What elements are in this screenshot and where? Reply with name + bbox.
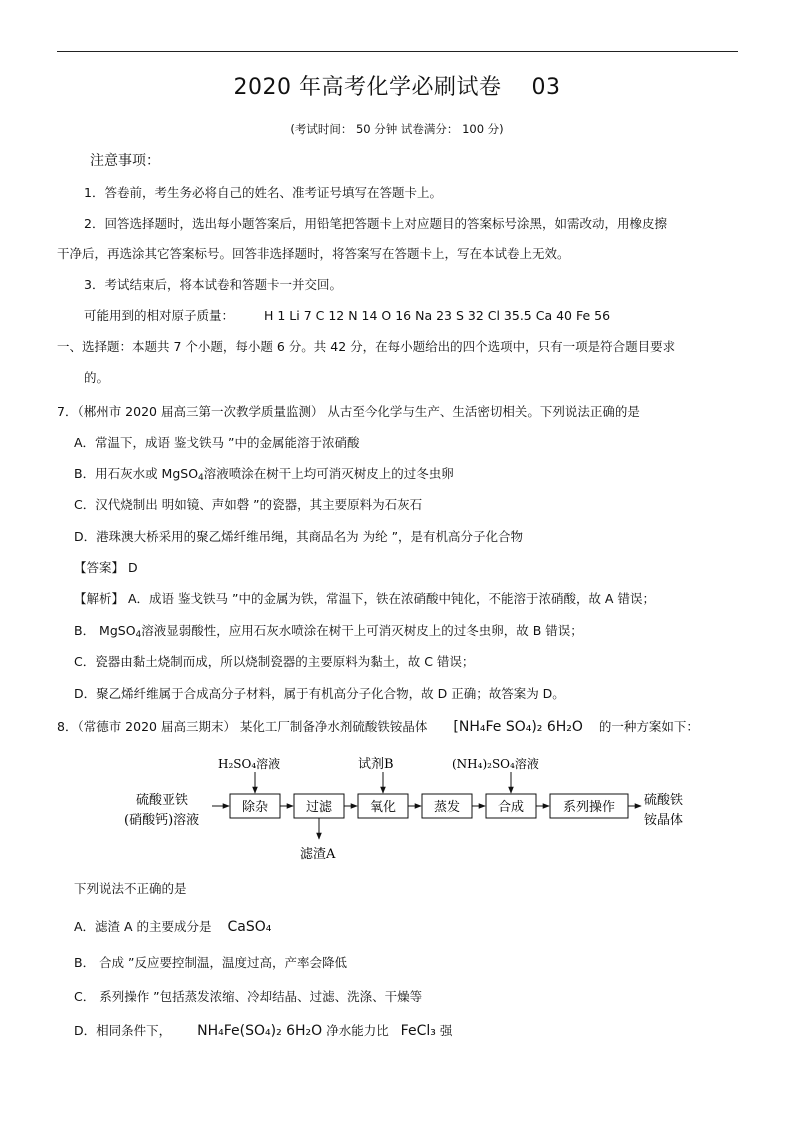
title-text: 2020 年高考化学必刷试卷 xyxy=(233,75,502,100)
q7-explanation-a: 【解析】 A．成语 鉴戈铁马 ”中的金属为铁，常温下，铁在浓硝酸中钝化，不能溶于浓硝酸，故 A 错误； xyxy=(74,591,655,606)
process-flow-diagram xyxy=(120,748,700,868)
flow-reagent-3: (NH₄)₂SO₄溶液 xyxy=(452,757,539,771)
q7-explanation-b: B． MgSO4溶液显弱酸性，应用石灰水喷涂在树干上可消灭树皮上的过冬虫卵，故 B 错误； xyxy=(74,623,583,640)
flow-end-line-1: 硫酸铁 xyxy=(644,793,684,808)
flow-step-4: 蒸发 xyxy=(433,800,461,815)
section-1-heading: 一、选择题：本题共 7 个小题，每小题 6 分。共 42 分，在每小题给出的四个选项中，只有一项是符合题目要求 xyxy=(57,339,676,354)
q8-option-a: A．滤渣 A 的主要成分是 CaSO₄ xyxy=(74,919,272,935)
q8-option-c: C． 系列操作 ”包括蒸发浓缩、冷却结晶、过滤、洗涤、干燥等 xyxy=(74,989,423,1004)
flow-start-line-2: (硝酸钙)溶液 xyxy=(124,813,200,828)
flow-reagent-1: H₂SO₄溶液 xyxy=(218,757,281,771)
notice-item-1: 1．答卷前，考生务必将自己的姓名、准考证号填写在答题卡上。 xyxy=(84,185,442,200)
q8-option-d: D．相同条件下， NH₄Fe(SO₄)₂ 6H₂O 净水能力比 FeCl₃ 强 xyxy=(74,1023,453,1039)
q8-stem: 8．（常德市 2020 届高三期末） 某化工厂制备净水剂硫酸铁铵晶体 [NH₄Fe SO₄)₂ 6H₂O 的一种方案如下： xyxy=(57,719,699,735)
q7-option-a: A．常温下，成语 鉴戈铁马 ”中的金属能溶于浓硝酸 xyxy=(74,435,360,450)
notice-item-3: 3．考试结束后，将本试卷和答题卡一并交回。 xyxy=(84,277,342,292)
flow-step-3: 氧化 xyxy=(369,800,397,815)
atomic-mass-values: H 1 Li 7 C 12 N 14 O 16 Na 23 S 32 Cl 35.5 Ca 40 Fe 56 xyxy=(263,308,611,323)
q7-option-b: B．用石灰水或 MgSO4溶液喷涂在树干上均可消灭树皮上的过冬虫卵 xyxy=(74,466,454,483)
q8-formula: [NH₄Fe SO₄)₂ 6H₂O xyxy=(453,719,583,735)
q7-explanation-d: D．聚乙烯纤维属于合成高分子材料，属于有机高分子化合物，故 D 正确；故答案为 D。 xyxy=(74,686,565,701)
flow-residue: 滤渣A xyxy=(300,847,336,862)
flow-step-2: 过滤 xyxy=(305,800,333,815)
flow-start-line-1: 硫酸亚铁 xyxy=(136,793,189,808)
q7-option-c: C．汉代烧制出 明如镜、声如磬 ”的瓷器，其主要原料为石灰石 xyxy=(74,497,423,512)
atomic-masses-row xyxy=(84,306,610,324)
top-rule xyxy=(57,51,738,52)
q7-answer: 【答案】 D xyxy=(74,560,138,575)
section-1-heading-cont: 的。 xyxy=(84,370,110,385)
q8-question: 下列说法不正确的是 xyxy=(74,881,187,896)
q7-explanation-c: C．瓷器由黏土烧制而成，所以烧制瓷器的主要原料为黏土，故 C 错误； xyxy=(74,654,475,669)
page-title xyxy=(0,70,794,101)
flow-end-line-2: 铵晶体 xyxy=(644,813,684,828)
q7-stem: 7．（郴州市 2020 届高三第一次教学质量监测） 从古至今化学与生产、生活密切相关。下列说法正确的是 xyxy=(57,404,640,419)
notice-item-2: 2．回答选择题时，选出每小题答案后，用铅笔把答题卡上对应题目的答案标号涂黑，如需改动，用橡皮擦 xyxy=(84,216,667,231)
title-number: 03 xyxy=(531,75,561,100)
q8-option-b: B． 合成 ”反应要控制温，温度过高，产率会降低 xyxy=(74,955,347,970)
flow-step-1: 除杂 xyxy=(241,800,269,815)
exam-info: (考试时间： 50 分钟 试卷满分： 100 分) xyxy=(290,122,504,136)
flow-reagent-2: 试剂B xyxy=(358,757,394,772)
notice-item-2-cont: 干净后，再选涂其它答案标号。回答非选择题时，将答案写在答题卡上，写在本试卷上无效。 xyxy=(57,246,570,261)
q7-option-d: D．港珠澳大桥采用的聚乙烯纤维吊绳，其商品名为 为纶 ”，是有机高分子化合物 xyxy=(74,529,524,544)
atomic-mass-label: 可能用到的相对原子质量： xyxy=(84,308,235,323)
notice-heading: 注意事项： xyxy=(90,153,160,169)
flow-step-5: 合成 xyxy=(497,800,525,815)
flow-step-6: 系列操作 xyxy=(562,800,616,815)
